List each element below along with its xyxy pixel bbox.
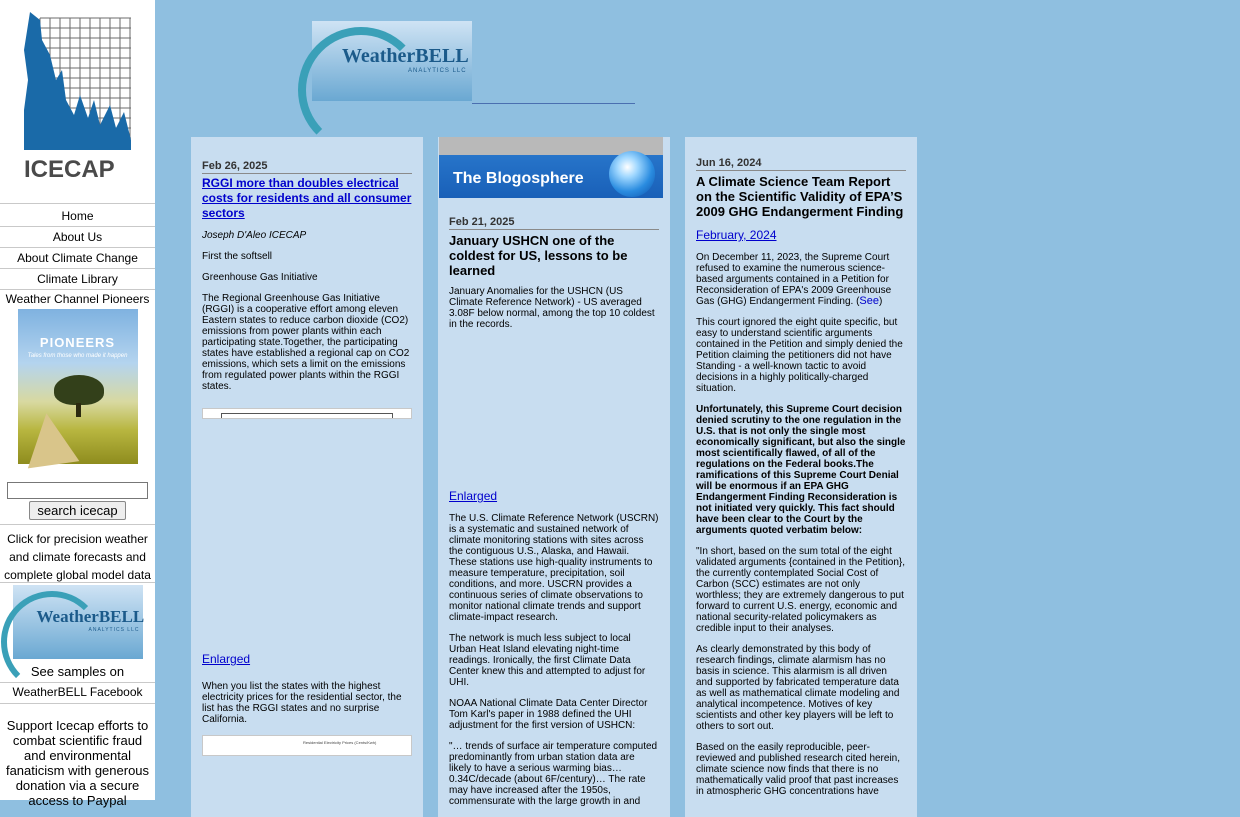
residential-prices-chart-image[interactable]	[202, 735, 412, 756]
weatherbell-logo-name: WeatherBELL	[36, 607, 145, 626]
nav-weather-channel-pioneers[interactable]: Weather Channel Pioneers	[5, 292, 150, 306]
pioneers-path-shape	[20, 410, 79, 469]
chart-spacer	[449, 330, 659, 489]
post-date: Feb 21, 2025	[449, 217, 659, 230]
post-date: Jun 16, 2024	[696, 158, 906, 171]
nav-climate-library[interactable]: Climate Library	[0, 269, 155, 290]
icecap-logo-graphic	[0, 0, 155, 203]
post-paragraph: NOAA National Climate Data Center Director Tom Karl's paper in 1988 defined the UHI adjustment for the first version of USHCN:	[449, 698, 648, 731]
enlarged-link[interactable]: Enlarged	[449, 489, 498, 503]
para-text: On December 11, 2023, the Supreme Court refused to examine the numerous science-based arguments contained in a Petition for Reconsideration of EPA's 2009 Greenhouse Gas (GHG) Endangerment Finding. (	[696, 252, 892, 307]
chart-title: Residential Electricity Prices (Cents/Kwh)	[303, 740, 377, 745]
icecap-logo[interactable]	[0, 0, 155, 204]
post-paragraph: "In short, based on the sum total of the eight validated arguments {contained in the Petition}, the currently contemplated Social Cost of Carbon (SCC) estimates are not only worthless; they are extremely dangerous to put forward to current U.S. energy, economic and national security-related policymakers as credible input to their analyses.	[696, 546, 906, 634]
search-area	[0, 464, 155, 520]
post-date: Feb 26, 2025	[202, 161, 412, 174]
precision-forecast-link[interactable]: Click for precision weather and climate forecasts and complete global model data	[0, 524, 155, 583]
sidebar	[0, 0, 155, 808]
pioneers-book-image[interactable]	[18, 309, 138, 464]
nav-home[interactable]: Home	[0, 206, 155, 227]
enlarged-link[interactable]: Enlarged	[202, 652, 251, 666]
post-paragraph: Based on the easily reproducible, peer-reviewed and published research cited herein, climate science now finds that there is no mathematically valid proof that past increases in atmospheric GHG concentrations have	[696, 742, 901, 797]
post-paragraph: "… trends of surface air temperature computed predominantly from urban station data are likely to have a serious warming bias… 0.34C/decade (about 6F/century)… The rate may have increased after the 1950s, commensurate with the large growth in and	[449, 741, 658, 807]
post-paragraph: As clearly demonstrated by this body of research findings, climate alarmism has no basis in science. This alarmism is all driven and supported by fabricated temperature data as well as mathematical climate modeling and analytical incompetence. Motives of key scientists and other key players will be left to others to sort out.	[696, 644, 900, 732]
post-paragraph-bold: Unfortunately, this Supreme Court decision denied scrutiny to the one regulation in the U.S. that is not only the single most economically significant, but also the single most scientifically flawed, of all of the regulations on the Federal books.The ramifications of this Supreme Court Denial will be enormous if an EPA GHG Endangerment Finding Reconsideration is not initiated very quickly. This fact should have been clear to the Court by the arguments quoted verbatim below:	[696, 404, 906, 536]
embedded-chart-image[interactable]	[202, 408, 412, 419]
nav-about-us[interactable]: About Us	[0, 227, 155, 248]
post-paragraph	[696, 252, 906, 307]
post-paragraph: January Anomalies for the USHCN (US Climate Reference Network) - US averaged 3.08F below normal, among the top 10 coldest in the records.	[449, 286, 655, 330]
post-paragraph: The U.S. Climate Reference Network (USCRN) is a systematic and sustained network of climate monitoring stations with sites across the contiguous U.S., Alaska, and Hawaii. These stations use high-quality instruments to measure temperature, precipitation, soil conditions, and more. USCRN provides a continuous series of climate observations to monitor national climate trends and support climate-impact research.	[449, 513, 659, 623]
icecap-logo-text: ICECAP	[24, 156, 115, 183]
blogosphere-banner[interactable]	[439, 137, 663, 198]
weatherbell-logo-header[interactable]	[312, 21, 472, 101]
weatherbell-logo-sub: ANALYTICS LLC	[408, 68, 467, 74]
news-column-1	[191, 137, 423, 817]
globe-icon	[609, 151, 655, 197]
post-author: Joseph D'Aleo ICECAP	[202, 230, 307, 241]
post-paragraph: This court ignored the eight quite specific, but easy to understand scientific arguments contained in the Petition and simply denied the Petition claiming the petitioners did not have Standing - a well-known tactic to avoid decisions in a highly politically-charged situation.	[696, 317, 903, 394]
tree-icon	[54, 375, 104, 405]
samples-label: See samples on	[30, 664, 125, 679]
pioneers-title: PIONEERS	[39, 335, 116, 350]
weatherbell-facebook-link[interactable]: WeatherBELL Facebook	[0, 682, 155, 704]
post-line-ggi: Greenhouse Gas Initiative	[202, 272, 318, 283]
search-input[interactable]	[7, 482, 148, 499]
news-column-3	[685, 137, 917, 817]
chart-frame-top	[221, 413, 393, 418]
see-link[interactable]: See	[859, 295, 879, 307]
news-column-2	[438, 137, 670, 817]
header-link-underline	[472, 102, 635, 104]
weatherbell-logo-name: WeatherBELL	[342, 45, 469, 67]
post-paragraph: The Regional Greenhouse Gas Initiative (RGGI) is a cooperative effort among eleven Eastern states to reduce carbon dioxide (CO2) emissions from power plants within each participating state.Together, the participating states have established a regional cap on CO2 emissions, which sets a limit on the emissions from regulated power plants within the RGGI states.	[202, 293, 410, 392]
chart-spacer	[202, 419, 412, 652]
post-title-link[interactable]: RGGI more than doubles electrical costs for residents and all consumer sectors	[202, 176, 412, 220]
weatherbell-logo-sidebar[interactable]	[13, 585, 143, 659]
search-button[interactable]: search icecap	[29, 501, 125, 520]
post-title[interactable]: January USHCN one of the coldest for US, lessons to be learned	[449, 233, 628, 278]
blogosphere-title: The Blogosphere	[453, 170, 584, 187]
post-title[interactable]: A Climate Science Team Report on the Scientific Validity of EPA’S 2009 GHG Endangerment Finding	[696, 174, 904, 219]
february-2024-link[interactable]: February, 2024	[696, 228, 777, 242]
post-paragraph: When you list the states with the highest electricity prices for the residential sector, the list has the RGGI states and no surprise California.	[202, 681, 402, 725]
para-text-end: )	[878, 296, 883, 307]
post-line-softsell: First the softsell	[202, 251, 273, 262]
pioneers-subtitle: Tales from those who made it happen	[27, 353, 128, 359]
donate-text[interactable]: Support Icecap efforts to combat scientific fraud and environmental fanaticism with generous donation via a secure access to Paypal	[5, 718, 150, 808]
tree-trunk	[76, 403, 81, 417]
weatherbell-logo-sub: ANALYTICS LLC	[88, 627, 140, 633]
nav-about-climate-change[interactable]: About Climate Change	[0, 248, 155, 269]
post-paragraph: The network is much less subject to local Urban Heat Island elevating night-time readings. Ironically, the first Climate Data Center knew this and attempted to adjust for UHI.	[449, 633, 646, 688]
